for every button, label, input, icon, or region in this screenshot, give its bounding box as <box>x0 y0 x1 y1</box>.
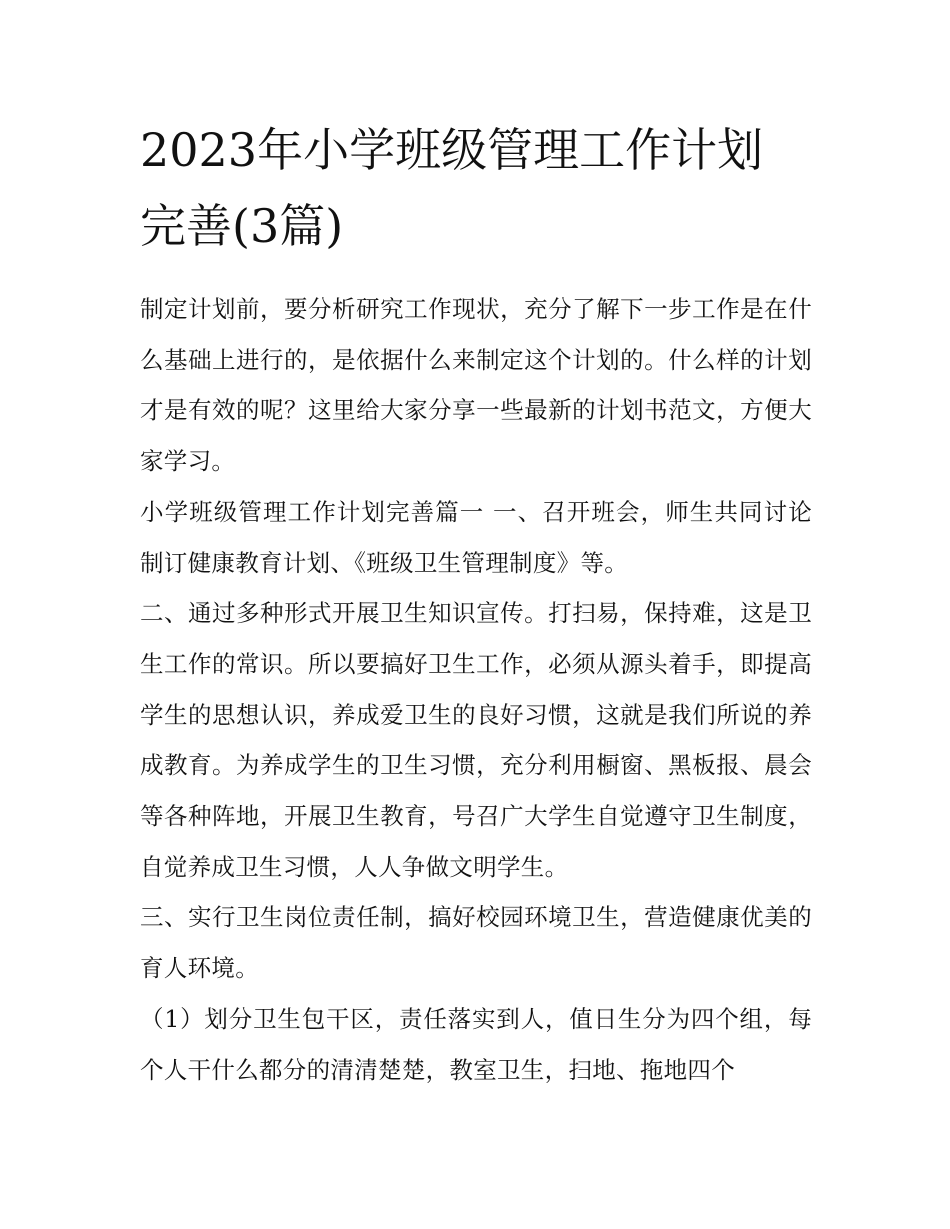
paragraph-item-1: （1）划分卫生包干区，责任落实到人，值日生分为四个组，每个人干什么都分的清清楚楚，教室卫生，扫地、拖地四个 <box>140 1004 812 1084</box>
title-line-1: 2023年小学班级管理工作计划 <box>140 123 764 177</box>
paragraph-intro: 制定计划前，要分析研究工作现状，充分了解下一步工作是在什么基础上进行的，是依据什么来制定这个计划的。什么样的计划才是有效的呢？这里给大家分享一些最新的计划书范文，方便大家学习。 <box>140 295 812 476</box>
document-title <box>140 112 812 264</box>
paragraph-part-2: 二、通过多种形式开展卫生知识宣传。打扫易，保持难，这是卫生工作的常识。所以要搞好卫生工作，必须从源头着手，即提高学生的思想认识，养成爱卫生的良好习惯，这就是我们所说的养成教育。为养成学生的卫生习惯，充分利用橱窗、黑板报、晨会等各种阵地，开展卫生教育，号召广大学生自觉遵守卫生制度，自觉养成卫生习惯，人人争做文明学生。 <box>140 599 812 881</box>
title-line-2: 完善(3篇) <box>140 199 344 253</box>
paragraph-part-3: 三、实行卫生岗位责任制，搞好校园环境卫生，营造健康优美的育人环境。 <box>140 903 812 983</box>
document-body <box>140 284 812 1095</box>
paragraph-part-1: 小学班级管理工作计划完善篇一 一、召开班会，师生共同讨论制订健康教育计划、《班级卫生管理制度》等。 <box>140 497 812 577</box>
document-page <box>140 112 812 1095</box>
